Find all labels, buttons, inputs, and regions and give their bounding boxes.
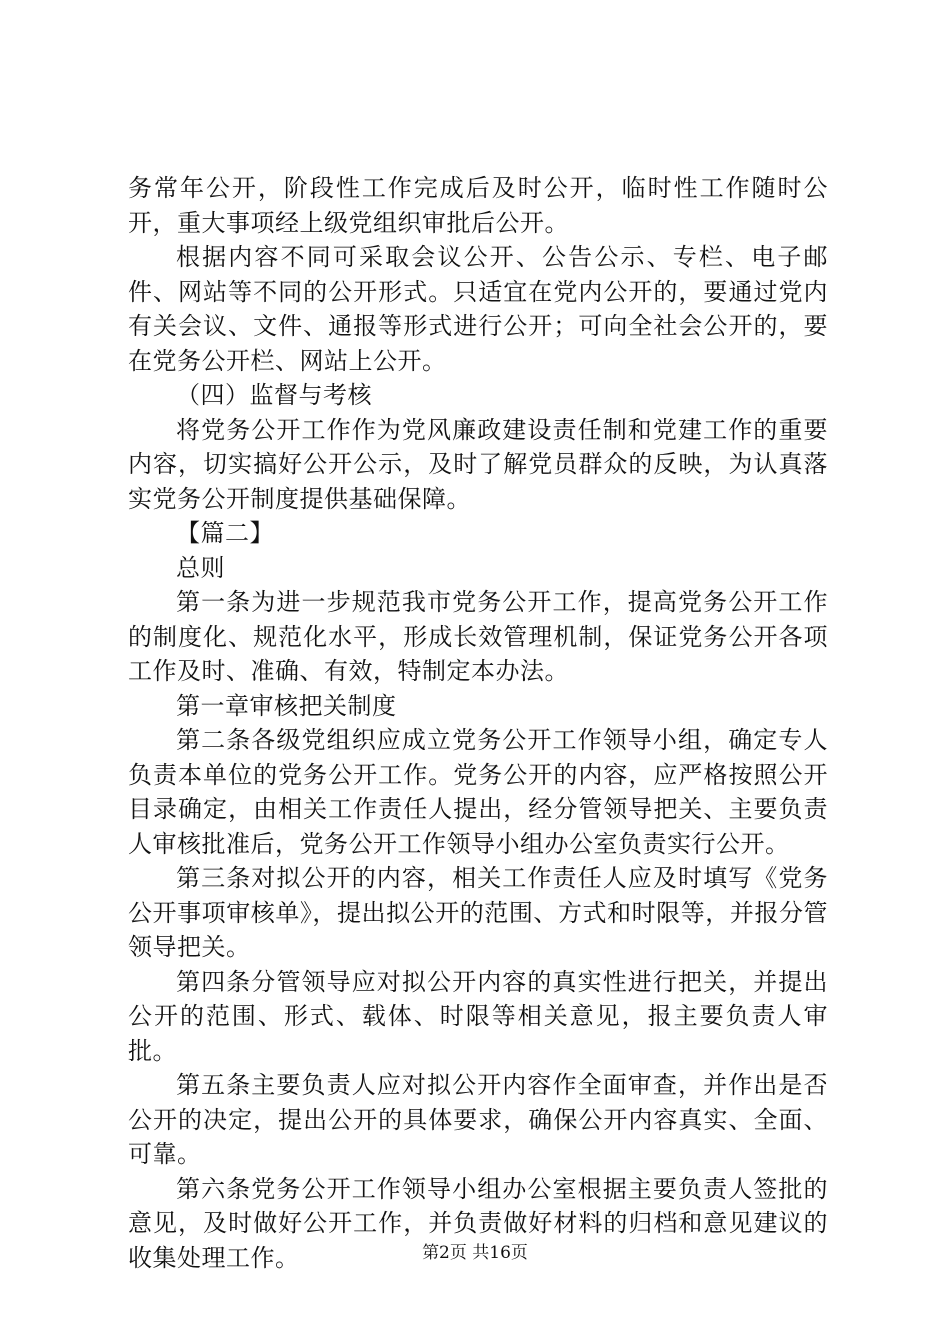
article-6: 第六条党务公开工作领导小组办公室根据主要负责人签批的意见，及时做好公开工作，并负责做好材料的归档和意见建议的收集处理工作。 [128, 1174, 828, 1272]
article-5: 第五条主要负责人应对拟公开内容作全面审查，并作出是否公开的决定，提出公开的具体要求，确保公开内容真实、全面、可靠。 [128, 1071, 828, 1168]
paragraph-continuation: 务常年公开，阶段性工作完成后及时公开，临时性工作随时公开，重大事项经上级党组织审批后公开。 [128, 174, 828, 237]
article-2: 第二条各级党组织应成立党务公开工作领导小组，确定专人负责本单位的党务公开工作。党务公开的内容，应严格按照公开目录确定，由相关工作责任人提出，经分管领导把关、主要负责人审核批准后，党务公开工作领导小组办公室负责实行公开。 [128, 726, 828, 858]
chapter-1-heading: 第一章审核把关制度 [176, 691, 397, 720]
article-3: 第三条对拟公开的内容，相关工作责任人应及时填写《党务公开事项审核单》，提出拟公开的范围、方式和时限等，并报分管领导把关。 [128, 864, 828, 961]
paragraph-disclosure-forms: 根据内容不同可采取会议公开、公告公示、专栏、电子邮件、网站等不同的公开形式。只适宜在党内公开的，要通过党内有关会议、文件、通报等形式进行公开；可向全社会公开的，要在党务公开栏、网站上公开。 [128, 243, 828, 375]
page-footer [0, 1242, 950, 1264]
document-body [128, 171, 828, 1275]
page-number: 第2页 共16页 [422, 1243, 528, 1263]
article-4: 第四条分管领导应对拟公开内容的真实性进行把关，并提出公开的范围、形式、载体、时限等相关意见，报主要负责人审批。 [128, 967, 828, 1065]
section-heading-supervision: （四）监督与考核 [176, 381, 372, 409]
part-heading-two: 【篇二】 [176, 519, 274, 547]
heading-general-provisions: 总则 [176, 553, 225, 582]
paragraph-supervision: 将党务公开工作作为党风廉政建设责任制和党建工作的重要内容，切实搞好公开公示，及时了解党员群众的反映，为认真落实党务公开制度提供基础保障。 [128, 415, 828, 513]
article-1: 第一条为进一步规范我市党务公开工作，提高党务公开工作的制度化、规范化水平，形成长效管理机制，保证党务公开各项工作及时、准确、有效，特制定本办法。 [128, 588, 828, 685]
